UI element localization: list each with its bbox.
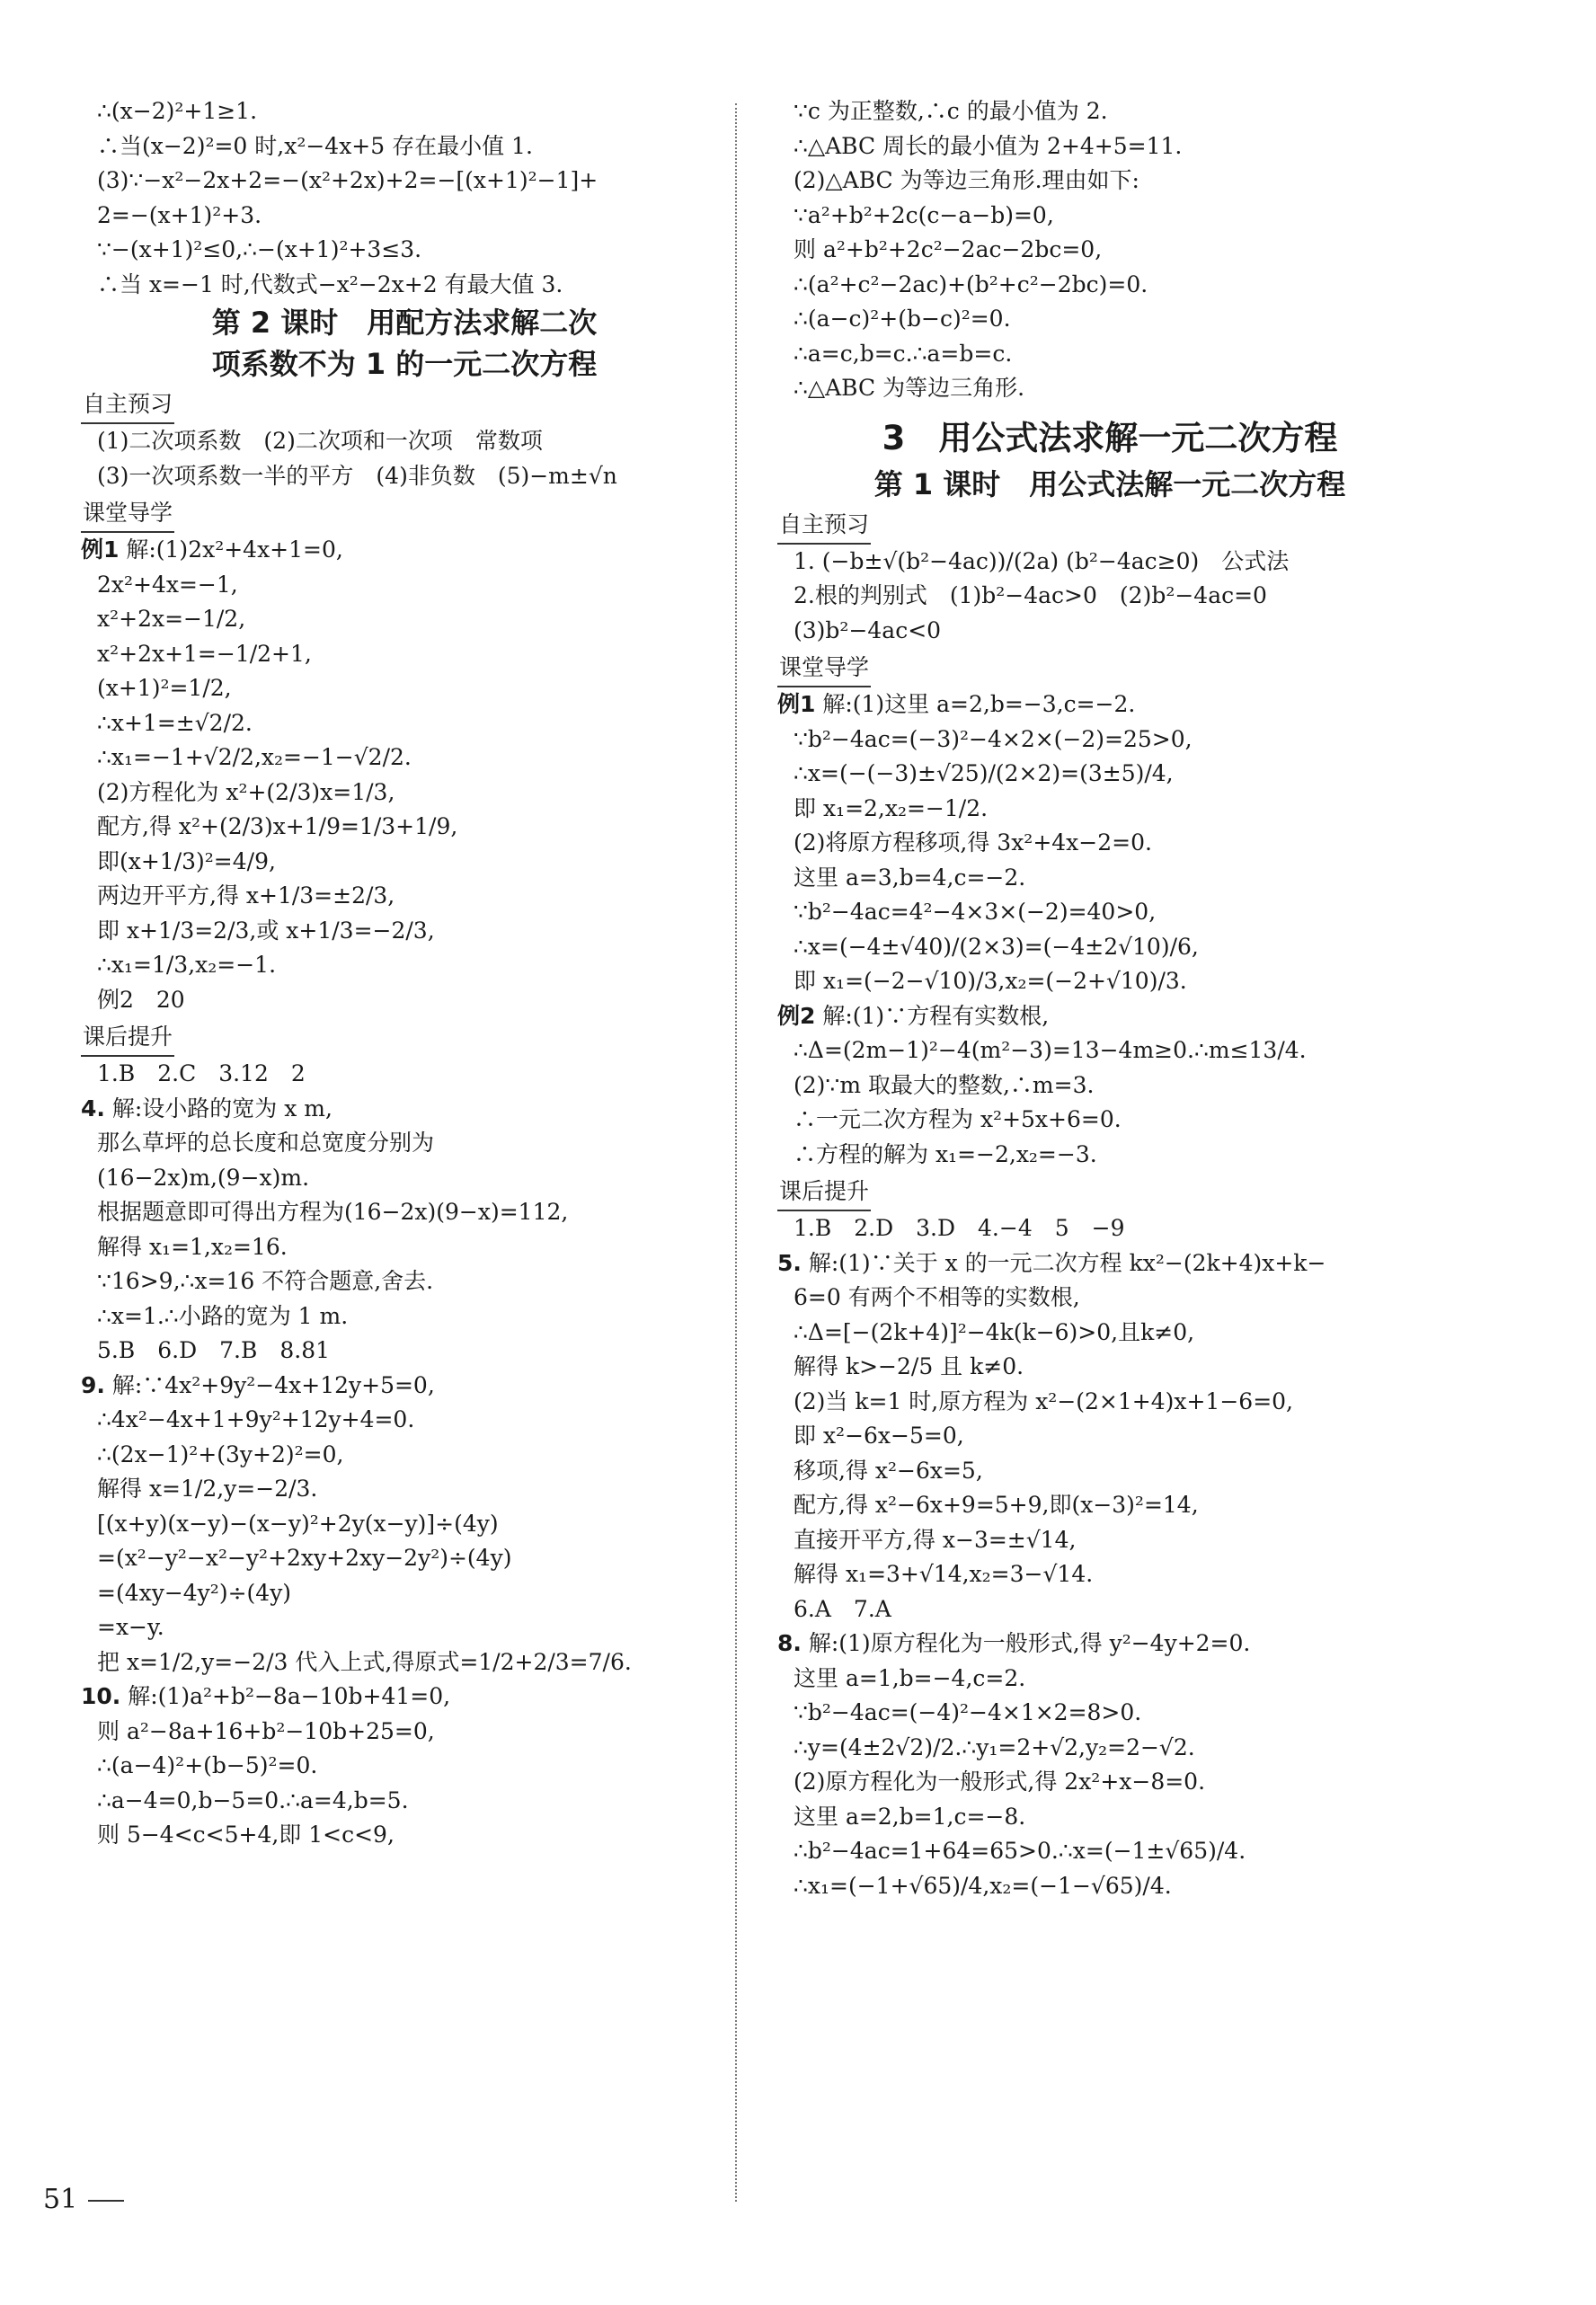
section-heading-row [777,648,1442,687]
text-line: ∴(a²+c²−2ac)+(b²+c²−2bc)=0. [794,270,1148,297]
section-heading: 课后提升 [777,1174,871,1211]
text-line [81,1092,728,1127]
text-line: (2)将原方程移项,得 3x²+4x−2=0. [794,829,1152,856]
text-line: =(4xy−4y²)÷(4y) [97,1579,292,1606]
text-line [81,1369,728,1404]
text-line: (2)当 k=1 时,原方程为 x²−(2×1+4)x+1−6=0, [794,1387,1293,1414]
item-text: 解:(1)原方程化为一般形式,得 y²−4y+2=0. [801,1630,1251,1656]
text-line: ∵−(x+1)²≤0,∴−(x+1)²+3≤3. [97,236,422,262]
text-line: 5.B 6.D 7.B 8.81 [97,1337,331,1363]
chapter-title: 3 用公式法求解一元二次方程 [882,418,1338,457]
text-line: [(x+y)(x−y)−(x−y)²+2y(x−y)]÷(4y) [97,1510,499,1537]
text-line: 配方,得 x²−6x+9=5+9,即(x−3)²=14, [794,1492,1199,1518]
text-line [81,1680,728,1715]
text-line: 即(x+1/3)²=4/9, [97,847,276,874]
text-line: (3)b²−4ac<0 [794,616,942,643]
column-divider [735,103,737,2202]
text-line: ∴Δ=(2m−1)²−4(m²−3)=13−4m≥0.∴m≤13/4. [794,1037,1307,1063]
text-line: ∴当(x−2)²=0 时,x²−4x+5 存在最小值 1. [97,132,533,159]
section-heading-row [777,505,1442,545]
text-line: 即 x₁=(−2−√10)/3,x₂=(−2+√10)/3. [794,968,1187,994]
text-line: 解得 k>−2/5 且 k≠0. [794,1353,1024,1379]
text-line: 移项,得 x²−6x=5, [794,1457,983,1484]
text-line: 1.B 2.D 3.D 4.−4 5 −9 [794,1215,1125,1241]
item-number: 例1 [777,691,816,717]
text-line: ∴当 x=−1 时,代数式−x²−2x+2 有最大值 3. [97,270,563,297]
text-line: ∴x+1=±√2/2. [97,709,253,736]
right-column [777,94,1442,1903]
text-line: (2)原方程化为一般形式,得 2x²+x−8=0. [794,1769,1206,1795]
text-line: ∴x=1.∴小路的宽为 1 m. [97,1302,349,1329]
item-text: 解:(1)这里 a=2,b=−3,c=−2. [815,691,1136,717]
text-line: ∴a=c,b=c.∴a=b=c. [794,340,1013,367]
text-line: 配方,得 x²+(2/3)x+1/9=1/3+1/9, [97,813,458,839]
item-number: 例2 [777,1002,816,1029]
item-text: 解:(1)a²+b²−8a−10b+41=0, [120,1683,451,1709]
text-line [777,1627,1442,1662]
item-number: 5. [777,1249,802,1276]
item-text: 解:(1)∵关于 x 的一元二次方程 kx²−(2k+4)x+k− [801,1249,1326,1276]
item-number: 10. [81,1683,121,1709]
text-line: ∴△ABC 周长的最小值为 2+4+5=11. [794,132,1183,159]
text-line: 解得 x₁=3+√14,x₂=3−√14. [794,1561,1094,1587]
section-heading-row [777,1172,1442,1211]
section-heading-row [81,385,728,424]
text-line: ∵b²−4ac=4²−4×3×(−2)=40>0, [794,899,1157,925]
text-line: 即 x²−6x−5=0, [794,1423,964,1449]
text-line: (3)一次项系数一半的平方 (4)非负数 (5)−m±√n [97,462,617,489]
text-line: 2x²+4x=−1, [97,571,238,598]
text-line: 这里 a=3,b=4,c=−2. [794,864,1026,891]
text-line: 则 a²+b²+2c²−2ac−2bc=0, [794,236,1103,262]
section-heading: 自主预习 [81,386,174,424]
text-line: 2=−(x+1)²+3. [97,201,262,228]
text-line: 即 x+1/3=2/3,或 x+1/3=−2/3, [97,917,435,944]
text-line: 那么草坪的总长度和总宽度分别为 [97,1130,435,1156]
text-line [81,533,728,568]
item-text: 解:设小路的宽为 x m, [104,1095,332,1121]
page-number: 51 [43,2184,124,2215]
text-line [777,1246,1442,1281]
text-line: (2)△ABC 为等边三角形.理由如下: [794,167,1139,193]
text-line: 则 a²−8a+16+b²−10b+25=0, [97,1717,435,1744]
text-line: ∴(2x−1)²+(3y+2)²=0, [97,1441,344,1467]
item-number: 8. [777,1630,802,1656]
section-heading: 课堂导学 [81,495,174,533]
lesson-title: 第 1 课时 用公式法解一元二次方程 [873,466,1346,501]
item-number: 9. [81,1371,105,1398]
text-line: 2.根的判别式 (1)b²−4ac>0 (2)b²−4ac=0 [794,582,1267,608]
text-line: 6=0 有两个不相等的实数根, [794,1284,1080,1310]
text-line: ∴x₁=−1+√2/2,x₂=−1−√2/2. [97,744,412,770]
text-line: (2)∵m 取最大的整数,∴m=3. [794,1071,1095,1098]
text-line: ∵16>9,∴x=16 不符合题意,舍去. [97,1268,434,1294]
text-line: ∴(a−4)²+(b−5)²=0. [97,1752,318,1778]
text-line: ∴△ABC 为等边三角形. [794,375,1025,401]
item-number: 例1 [81,536,120,563]
text-line: x²+2x+1=−1/2+1, [97,640,312,667]
text-line: ∴方程的解为 x₁=−2,x₂=−3. [794,1140,1097,1167]
section-heading-row [81,1017,728,1057]
text-line: ∴x₁=1/3,x₂=−1. [97,952,277,978]
text-line: ∴a−4=0,b−5=0.∴a=4,b=5. [97,1786,409,1813]
text-line: 直接开平方,得 x−3=±√14, [794,1526,1077,1553]
text-line: 1.B 2.C 3.12 2 [97,1060,306,1086]
text-line: (3)∵−x²−2x+2=−(x²+2x)+2=−[(x+1)²−1]+ [97,167,598,193]
text-line: ∴(a−c)²+(b−c)²=0. [794,306,1011,332]
text-line: (2)方程化为 x²+(2/3)x=1/3, [97,778,395,805]
left-column [81,94,728,1853]
lesson-title: 项系数不为 1 的一元二次方程 [211,347,598,381]
text-line [777,687,1442,723]
text-line: ∴(x−2)²+1≥1. [97,98,258,124]
text-line: ∵b²−4ac=(−4)²−4×1×2=8>0. [794,1699,1142,1725]
text-line: (1)二次项系数 (2)二次项和一次项 常数项 [97,428,543,454]
text-line: ∵b²−4ac=(−3)²−4×2×(−2)=25>0, [794,725,1193,752]
text-line: ∵a²+b²+2c(c−a−b)=0, [794,201,1054,228]
section-heading-row [81,493,728,533]
text-line: 这里 a=1,b=−4,c=2. [794,1664,1026,1691]
text-line: ∴x₁=(−1+√65)/4,x₂=(−1−√65)/4. [794,1872,1172,1899]
section-heading: 课堂导学 [777,650,871,687]
text-line: (16−2x)m,(9−x)m. [97,1164,310,1191]
text-line: 解得 x=1/2,y=−2/3. [97,1476,318,1502]
item-text: 解:(1)∵方程有实数根, [815,1002,1050,1029]
item-text: 解:(1)2x²+4x+1=0, [119,536,343,563]
text-line: 例2 20 [97,986,185,1013]
lesson-title: 第 2 课时 用配方法求解二次 [211,306,598,340]
text-line: 1. (−b±√(b²−4ac))/(2a) (b²−4ac≥0) 公式法 [794,547,1290,574]
text-line: =x−y. [97,1614,164,1640]
text-line: 6.A 7.A [794,1595,891,1622]
text-line: 两边开平方,得 x+1/3=±2/3, [97,882,395,909]
section-heading: 自主预习 [777,507,871,545]
section-heading: 课后提升 [81,1019,174,1057]
text-line: 把 x=1/2,y=−2/3 代入上式,得原式=1/2+2/3=7/6. [97,1648,632,1675]
text-line: ∴x=(−4±√40)/(2×3)=(−4±2√10)/6, [794,933,1199,960]
text-line: =(x²−y²−x²−y²+2xy+2xy−2y²)÷(4y) [97,1545,512,1571]
text-line: ∴y=(4±2√2)/2.∴y₁=2+√2,y₂=2−√2. [794,1733,1195,1760]
text-line: 根据题意即可得出方程为(16−2x)(9−x)=112, [97,1199,569,1225]
text-line: 解得 x₁=1,x₂=16. [97,1233,288,1260]
text-line: 即 x₁=2,x₂=−1/2. [794,794,989,821]
text-line: ∴x=(−(−3)±√25)/(2×2)=(3±5)/4, [794,760,1174,786]
text-line: ∴Δ=[−(2k+4)]²−4k(k−6)>0,且k≠0, [794,1318,1195,1345]
text-line: 则 5−4<c<5+4,即 1<c<9, [97,1822,395,1848]
text-line: ∵c 为正整数,∴c 的最小值为 2. [794,98,1108,124]
item-number: 4. [81,1095,105,1121]
text-line: ∴一元二次方程为 x²+5x+6=0. [794,1106,1122,1132]
text-line: ∴b²−4ac=1+64=65>0.∴x=(−1±√65)/4. [794,1838,1246,1864]
text-line: ∴4x²−4x+1+9y²+12y+4=0. [97,1406,415,1432]
text-line: x²+2x=−1/2, [97,606,246,632]
item-text: 解:∵4x²+9y²−4x+12y+5=0, [104,1371,435,1398]
text-line [777,999,1442,1034]
text-line: (x+1)²=1/2, [97,675,232,701]
text-line: 这里 a=2,b=1,c=−8. [794,1803,1026,1830]
